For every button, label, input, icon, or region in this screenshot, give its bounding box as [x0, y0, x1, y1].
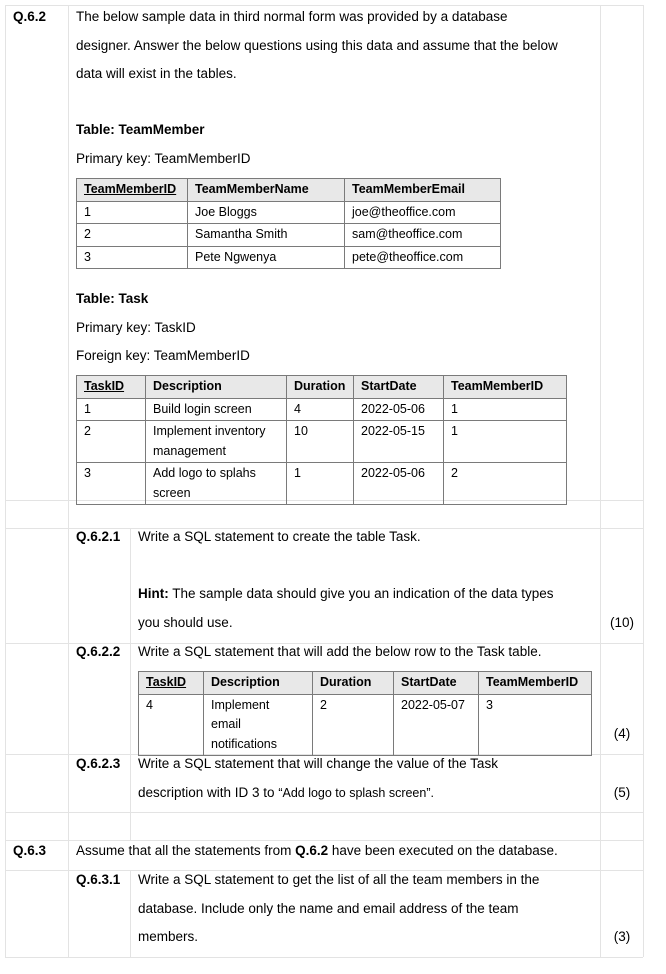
table-cell: Samantha Smith [188, 224, 345, 247]
teammember-table-title: Table: TeamMember [76, 122, 205, 137]
question-number-q623: Q.6.2.3 [76, 756, 121, 771]
table-cell: Pete Ngwenya [188, 246, 345, 269]
table-cell: 3 [479, 694, 592, 756]
q623-quoted-description: “Add logo to splash screen”. [278, 786, 434, 800]
hint-text: The sample data should give you an indication of the data types [168, 586, 554, 601]
task-foreign-key: Foreign key: TeamMemberID [76, 348, 250, 363]
table-cell: 2022-05-06 [354, 463, 444, 505]
q63-text-pre: Assume that all the statements from [76, 843, 296, 858]
q623-line2 [138, 785, 434, 800]
q621-hint-line2: you should use. [138, 615, 233, 630]
table-cell: 1 [77, 201, 188, 224]
cell-line: Add logo to splahs [153, 466, 256, 480]
teammember-table [76, 178, 501, 269]
question-number-q622: Q.6.2.2 [76, 644, 121, 659]
table-row [77, 224, 501, 247]
teammember-primary-key: Primary key: TeamMemberID [76, 151, 251, 166]
table-cell: 2022-05-07 [394, 694, 479, 756]
q621-text: Write a SQL statement to create the table Task. [138, 529, 421, 544]
q623-line2-text: description with ID 3 to [138, 785, 279, 800]
q631-line: members. [138, 929, 199, 944]
marks-q631: (3) [613, 929, 631, 944]
grid-line [68, 5, 69, 957]
table-row [77, 246, 501, 269]
q63-question-ref: Q.6.2 [295, 843, 329, 858]
grid-line [5, 5, 6, 957]
table-header-cell: TeamMemberEmail [345, 179, 501, 202]
table-row [77, 201, 501, 224]
table-header-cell: TeamMemberID [77, 179, 188, 202]
table-row [77, 463, 567, 505]
table-cell: 2 [77, 421, 146, 463]
table-cell: 2 [313, 694, 394, 756]
table-cell: 4 [139, 694, 204, 756]
cell-line: Implement inventory [153, 424, 266, 438]
q63-text-post: have been executed on the database. [328, 843, 558, 858]
hint-label: Hint: [138, 586, 169, 601]
table-header-cell: Description [146, 376, 287, 399]
table-header-cell: StartDate [394, 672, 479, 695]
table-cell: 1 [444, 421, 567, 463]
table-cell [204, 694, 313, 756]
table-cell [146, 463, 287, 505]
marks-q623: (5) [613, 785, 631, 800]
table-cell: 2 [444, 463, 567, 505]
table-header-cell: StartDate [354, 376, 444, 399]
cell-line: management [153, 443, 226, 458]
table-cell: 3 [77, 463, 146, 505]
question-number-q621: Q.6.2.1 [76, 529, 121, 544]
table-cell: 1 [77, 398, 146, 421]
table-header-row [139, 672, 592, 695]
marks-q622: (4) [613, 726, 631, 741]
q631-line: database. Include only the name and email address of the team [138, 900, 519, 916]
table-cell: pete@theoffice.com [345, 246, 501, 269]
grid-line [5, 840, 643, 841]
table-cell: 2022-05-15 [354, 421, 444, 463]
q62-intro [76, 3, 558, 89]
q621-hint [138, 586, 554, 601]
task-table [76, 375, 567, 505]
table-header-row [77, 179, 501, 202]
table-cell: 4 [287, 398, 354, 421]
q62-intro-line: data will exist in the tables. [76, 66, 237, 81]
q622-insert-row-table [138, 671, 592, 756]
q63-text [76, 843, 558, 858]
table-cell: Joe Bloggs [188, 201, 345, 224]
table-row [77, 398, 567, 421]
question-number-q62: Q.6.2 [13, 9, 47, 24]
question-number-q63: Q.6.3 [13, 843, 47, 858]
question-number-q631: Q.6.3.1 [76, 872, 121, 887]
table-cell: sam@theoffice.com [345, 224, 501, 247]
marks-q621: (10) [609, 615, 634, 630]
table-cell [146, 398, 287, 421]
table-cell: 1 [287, 463, 354, 505]
grid-line [643, 5, 644, 957]
table-cell: 3 [77, 246, 188, 269]
grid-line [5, 812, 643, 813]
grid-line [600, 5, 601, 957]
q62-intro-line: designer. Answer the below questions using this data and assume that the below [76, 37, 558, 53]
q631-line: Write a SQL statement to get the list of all the team members in the [138, 872, 540, 887]
cell-line: Implement [211, 697, 270, 712]
table-cell: 10 [287, 421, 354, 463]
table-header-cell: TaskID [77, 376, 146, 399]
cell-line: email [211, 717, 241, 731]
table-row [139, 694, 592, 756]
grid-line [130, 870, 131, 957]
grid-line [130, 528, 131, 840]
table-header-cell: TeamMemberName [188, 179, 345, 202]
q631-text [138, 866, 539, 952]
grid-line [5, 957, 643, 958]
q623-line1: Write a SQL statement that will change the value of the Task [138, 756, 498, 771]
task-primary-key: Primary key: TaskID [76, 320, 196, 335]
cell-line: Build login screen [153, 401, 252, 416]
q622-text: Write a SQL statement that will add the below row to the Task table. [138, 644, 542, 659]
table-row [77, 421, 567, 463]
table-cell: 1 [444, 398, 567, 421]
table-cell [146, 421, 287, 463]
table-header-cell: Description [204, 672, 313, 695]
table-cell: 2 [77, 224, 188, 247]
table-header-cell: TeamMemberID [479, 672, 592, 695]
table-header-row [77, 376, 567, 399]
table-header-cell: TeamMemberID [444, 376, 567, 399]
q62-intro-line: The below sample data in third normal form was provided by a database [76, 9, 508, 24]
table-header-cell: Duration [287, 376, 354, 399]
table-header-cell: Duration [313, 672, 394, 695]
cell-line: notifications [211, 736, 278, 751]
cell-line: screen [153, 485, 191, 500]
table-cell: joe@theoffice.com [345, 201, 501, 224]
task-table-title: Table: Task [76, 291, 149, 306]
table-header-cell: TaskID [139, 672, 204, 695]
table-cell: 2022-05-06 [354, 398, 444, 421]
